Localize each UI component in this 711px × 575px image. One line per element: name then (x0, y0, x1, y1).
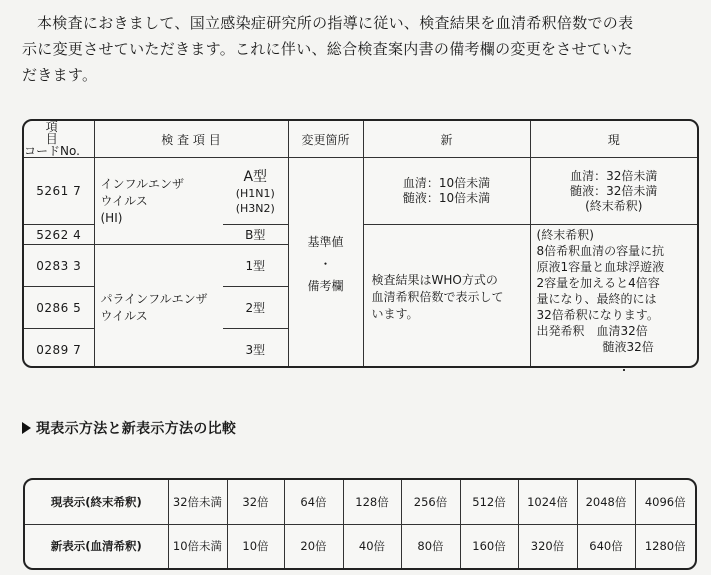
value-cell: 128倍 (343, 480, 401, 524)
current-note-line-4: 2容量を加えると4倍容 (536, 276, 660, 290)
change-line-2: ・ (319, 257, 332, 271)
type-a-subtype-2: (H3N2) (235, 202, 275, 215)
change-line-3: 備考欄 (307, 279, 344, 293)
new-note (363, 225, 530, 369)
current-note-line-2: 8倍希釈血清の容量に抗 (536, 244, 665, 258)
new-ref-csf: 髄液：10倍未満 (402, 191, 491, 205)
value-cell: 40倍 (343, 524, 401, 568)
value-cell: 32倍未満 (168, 480, 227, 524)
row-label: 現表示(終末希釈) (25, 480, 168, 524)
new-note-line-3: います。 (371, 307, 419, 321)
header-code-bottom: コードNo. (24, 144, 80, 158)
influenza-name-line-1: インフルエンザ (100, 176, 185, 191)
value-cell: 640倍 (577, 524, 635, 568)
new-ref-serum: 血清：10倍未満 (402, 176, 491, 190)
type-a-label: A型 (243, 169, 268, 185)
type-1: 1型 (223, 245, 288, 287)
influenza-name (94, 158, 223, 245)
header-current: 現 (530, 121, 697, 158)
type-a (223, 158, 288, 225)
comparison-row-new (25, 524, 695, 568)
value-cell: 1280倍 (635, 524, 695, 568)
value-cell: 320倍 (518, 524, 577, 568)
code-cell: 5261 7 (24, 158, 94, 225)
code-cell: 5262 4 (24, 225, 94, 245)
comparison-heading (22, 418, 236, 438)
value-cell: 10倍 (227, 524, 284, 568)
test-change-table-grid (24, 121, 697, 368)
value-cell: 80倍 (401, 524, 460, 568)
value-cell: 1024倍 (518, 480, 577, 524)
intro-line-3: だきます。 (22, 66, 98, 84)
value-cell: 10倍未満 (168, 524, 227, 568)
intro-line-1: 本検査におきまして、国立感染症研究所の指導に従い、検査結果を血清希釈倍数での表 (37, 14, 634, 32)
current-ref-csf: 髄液：32倍未満 (570, 183, 658, 198)
value-cell: 4096倍 (635, 480, 695, 524)
current-note-line-3: 原液1容量と血球浮遊液 (536, 260, 665, 274)
new-note-line-1: 検査結果はWHO方式の (371, 273, 498, 287)
row-label: 新表示(血清希釈) (25, 524, 168, 568)
value-cell: 64倍 (284, 480, 343, 524)
value-cell: 2048倍 (577, 480, 635, 524)
code-cell: 0289 7 (24, 329, 94, 369)
header-change: 変更箇所 (288, 121, 363, 158)
value-cell: 512倍 (460, 480, 518, 524)
code-cell: 0283 3 (24, 245, 94, 287)
code-cell: 0286 5 (24, 287, 94, 329)
comparison-table (23, 478, 697, 570)
test-change-table (22, 119, 699, 368)
speck (623, 369, 625, 371)
comparison-title: 現表示方法と新表示方法の比較 (36, 421, 237, 437)
current-note-line-6: 32倍希釈になります。 (536, 308, 659, 322)
type-3: 3型 (223, 329, 288, 369)
current-ref-note: (終末希釈) (585, 198, 643, 213)
new-note-line-2: 血清希釈倍数で表示して (371, 290, 504, 304)
triangle-bullet-icon (22, 422, 31, 434)
value-cell: 160倍 (460, 524, 518, 568)
value-cell: 256倍 (401, 480, 460, 524)
intro-line-2: 示に変更させていただきます。これに伴い、総合検査案内書の備考欄の変更をさせていた (22, 40, 633, 58)
type-2: 2型 (223, 287, 288, 329)
change-line-1: 基準値 (307, 235, 344, 249)
new-reference-value (363, 158, 530, 225)
intro-text (22, 10, 702, 88)
value-cell: 20倍 (284, 524, 343, 568)
current-note-line-7: 出発希釈 血清32倍 (536, 324, 648, 338)
current-note (530, 225, 697, 369)
header-item: 検 査 項 目 (94, 121, 288, 158)
comparison-table-grid (25, 480, 695, 568)
current-note-line-8: 髄液32倍 (602, 340, 654, 354)
type-a-subtype-1: (H1N1) (235, 187, 275, 200)
current-note-line-1: (終末希釈) (536, 228, 594, 242)
current-ref-serum: 血清：32倍未満 (570, 168, 658, 183)
current-note-line-5: 量になり、最終的には (536, 292, 657, 306)
comparison-row-current (25, 480, 695, 524)
parainfluenza-name (94, 245, 223, 369)
change-location (288, 158, 363, 369)
parainfluenza-name-line-2: ウイルス (100, 308, 148, 323)
type-b: B型 (223, 225, 288, 245)
value-cell: 32倍 (227, 480, 284, 524)
parainfluenza-name-line-1: パラインフルエンザ (100, 291, 208, 306)
influenza-name-line-2: ウイルス (100, 193, 148, 208)
influenza-name-line-3: (HI) (100, 210, 123, 225)
header-code (24, 121, 94, 158)
current-reference-value (530, 158, 697, 225)
header-new: 新 (363, 121, 530, 158)
header-code-top: 項 目 (45, 120, 72, 146)
